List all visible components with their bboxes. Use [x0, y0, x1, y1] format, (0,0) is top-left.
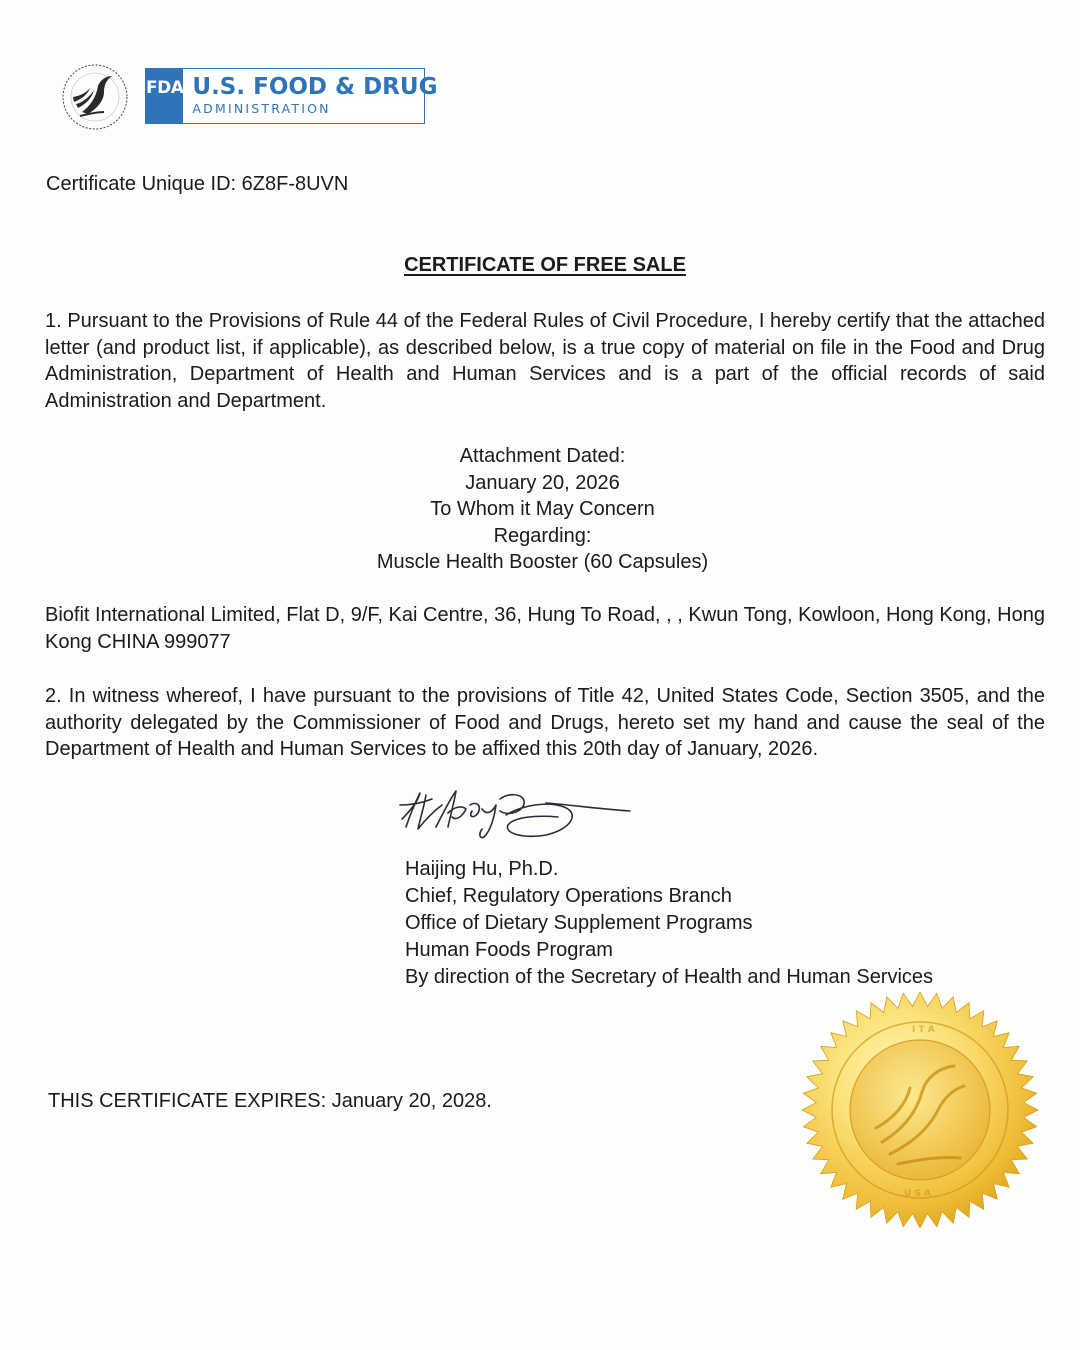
attachment-regarding-label: Regarding:	[493, 524, 592, 547]
document-title: CERTIFICATE OF FREE SALE	[404, 254, 686, 276]
handwritten-signature	[396, 775, 636, 845]
fda-logo-text	[183, 69, 437, 123]
fda-logo-line1: U.S. FOOD & DRUG	[192, 74, 438, 100]
signer-program: Human Foods Program	[405, 939, 613, 961]
signer-office: Office of Dietary Supplement Programs	[405, 912, 753, 934]
attachment-block	[0, 443, 1080, 576]
svg-text:U S A: U S A	[904, 1189, 932, 1199]
gold-embossed-seal-icon	[798, 992, 1042, 1228]
expiry-line: THIS CERTIFICATE EXPIRES: January 20, 2028.	[48, 1090, 492, 1112]
paragraph-1: 1. Pursuant to the Provisions of Rule 44 of the Federal Rules of Civil Procedure, I hereby certify that the attached letter (and product list, if applicable), as described below, is a true copy of material on file in the Food and Drug Administration, Department of Health and Human Services and is a part of the official records of said Administration and Department.	[45, 310, 1045, 412]
certificate-id: Certificate Unique ID: 6Z8F-8UVN	[46, 173, 349, 195]
attachment-recipient: To Whom it May Concern	[430, 498, 655, 520]
signer-block	[405, 856, 933, 991]
company-address: Biofit International Limited, Flat D, 9/F, Kai Centre, 36, Hung To Road, , , Kwun Tong, Kowloon, Hong Kong, Hong Kong CHINA 999077	[45, 604, 1045, 653]
paragraph-2: 2. In witness whereof, I have pursuant to the provisions of Title 42, United States Code, Section 3505, and the authority delegated by the Commissioner of Food and Drugs, hereto set my hand and cause the seal of the Department of Health and Human Services to be affixed this 20th day of January, 2026.	[45, 685, 1045, 760]
fda-logo-box: FDA	[146, 69, 183, 123]
hhs-eagle-seal-icon	[60, 62, 130, 132]
attachment-date: January 20, 2026	[465, 471, 620, 494]
signer-title: Chief, Regulatory Operations Branch	[405, 885, 732, 907]
attachment-product: Muscle Health Booster (60 Capsules)	[376, 551, 709, 573]
signer-direction: By direction of the Secretary of Health and Human Services	[405, 966, 934, 988]
svg-text:I T A: I T A	[912, 1025, 935, 1035]
fda-logo	[145, 68, 438, 124]
attachment-dated-label: Attachment Dated:	[459, 445, 626, 467]
fda-logo-line2: ADMINISTRATION	[192, 101, 331, 116]
signer-name: Haijing Hu, Ph.D.	[405, 858, 559, 880]
